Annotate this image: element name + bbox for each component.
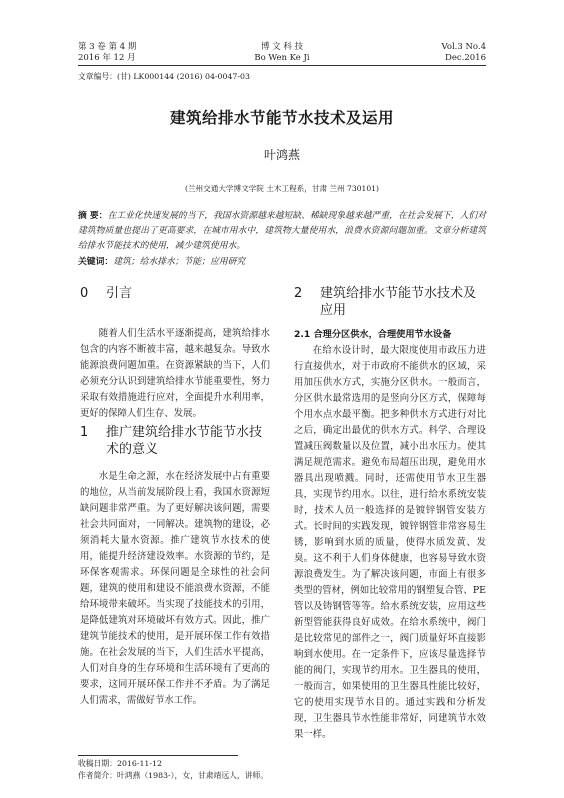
abstract [78,209,486,254]
paper-title: 建筑给排水节能节水技术及运用 [169,109,394,127]
header-volume-en: Vol.3 No.4 [441,42,486,52]
header-date-en: Dec.2016 [445,53,486,63]
abstract-text: 在工业化快速发展的当下，我国水资源越来越短缺、稀缺现象越来越严重，在社会发展下，人们对建筑物质量也提出了更高要求，在城市用水中，建筑物大量使用水，浪费水资源问题加重。文章分析建筑给排水节能技术的使用，减少建筑使用水。 [78,211,486,251]
intro-paragraph-block [80,326,270,422]
intro-paragraph: 随着人们生活水平逐渐提高，建筑给排水包含的内容不断被丰富，越来越复杂。导致水能源浪费问题加重。在资源紧缺的当下，人们必须充分认识到建筑给排水节能重要性，努力采取有效措施进行应对，全面提升水利用率，更好的保障人们生存、发展。 [80,328,270,419]
header-journal: 博 文 科 技 [260,42,304,52]
section-2-1-paragraph: 在给水设计时，最大限度使用市政压力进行直接供水，对于市政府不能供水的区域，采用加压供水方式，实施分区供水。一般而言，分区供水最常选用的是竖向分区方式，保障每个用水点水最平衡。把多种供水方式进行对比之后，确定出最优的供水方式。科学、合理设置减压阀数量以及位置，减小出水压力。使其满足规范需求。避免布局超压出现，避免用水器具出现喷溅。同时，还需使用节水卫生器具，实现节约用水。以往，进行给水系统安装时，技术人员一般选择的是镀锌钢管安装方式。长时间的实践发现，镀锌钢管非常容易生锈，影响到水质的质量，使得水质发黄、发臭。这不利于人们身体健康，也容易导致水资源浪费发生。为了解决该问题，市面上有很多类型的管材，例如比较常用的钢塑复合管、PE 管以及铸钢管等等。给水系统安装，应用这些新型管能获得良好成效。在给水系统中，阀门是比较常见的部件之一，阀门质量好坏直接影响到水使用。在一定条件下，应该尽量选择节能的阀门，实现节约用水。卫生器具的使用，一般而言，如果使用的卫生器具性能比较好，它的使用实现节水目的。通过实践和分析发现，卫生器具节水性能非常好，同建筑节水效果一样。 [294,345,486,740]
header-journal-pinyin: Bo Wen Ke Ji [254,53,310,63]
footnote-received: 收稿日期：2016-11-12 [78,759,162,768]
abstract-label: 摘 要： [78,211,108,221]
section-1-paragraph-block [80,469,270,709]
section-2-number: 2 [294,286,303,301]
section-0-heading [80,285,270,302]
section-2-1-paragraph-block [294,343,486,743]
header-volume: 第 3 卷 第 4 期 [78,42,137,52]
header-rule [78,65,486,66]
section-2-title: 建筑给排水节能节水技术及应用 [320,286,477,318]
section-2-heading [294,285,486,319]
section-1-title: 推广建筑给排水节能节水技术的意义 [106,425,263,457]
footnote-author-bio: 作者简介：叶鸿燕（1983-），女，甘肃靖远人，讲师。 [78,771,269,780]
keywords [78,254,486,267]
header-date: 2016 年 12 月 [78,53,136,63]
affiliation: (兰州交通大学博文学院 土木工程系，甘肃 兰州 730101) [184,184,380,193]
section-2-1-heading: 2.1 合理分区供水，合理使用节水设备 [294,329,452,340]
section-0-title: 引言 [106,286,133,301]
section-1-heading [80,424,270,458]
section-1-number: 1 [80,425,89,440]
keywords-label: 关键词： [78,257,114,267]
footnote-rule [78,755,238,756]
section-1-paragraph: 水是生命之源，水在经济发展中占有重要的地位，从当前发展阶段上看，我国水资源短缺问题非常严重。为了更好解决该问题，需要社会共同面对，一同解决。建筑物的建设，必须消耗大量水资源。推广建筑节水技术的使用，能提升经济建设效率。水资源的节约，是环保客观需求。环保问题是全球性的社会问题，建筑的使用和建设不能浪费水资源，不能给环境带来破坏。当实现了技能技术的引用，是降低建筑对环境破坏有效方式。因此，推广建筑节能技术的使用，是开展环保工作有效措施。在社会发展的当下，人们生活水平提高，人们对自身的生存环境和生活环境有了更高的要求，这同开展环保工作并不矛盾。为了满足人们需求，需做好节水工作。 [80,471,270,706]
keywords-text: 建筑；给水排水；节能；应用研究 [113,257,246,267]
article-id: 文章编号：(甘) LK000144 (2016) 04-0047-03 [78,72,250,81]
section-0-number: 0 [80,286,89,301]
author-name: 叶鸿燕 [263,148,300,162]
